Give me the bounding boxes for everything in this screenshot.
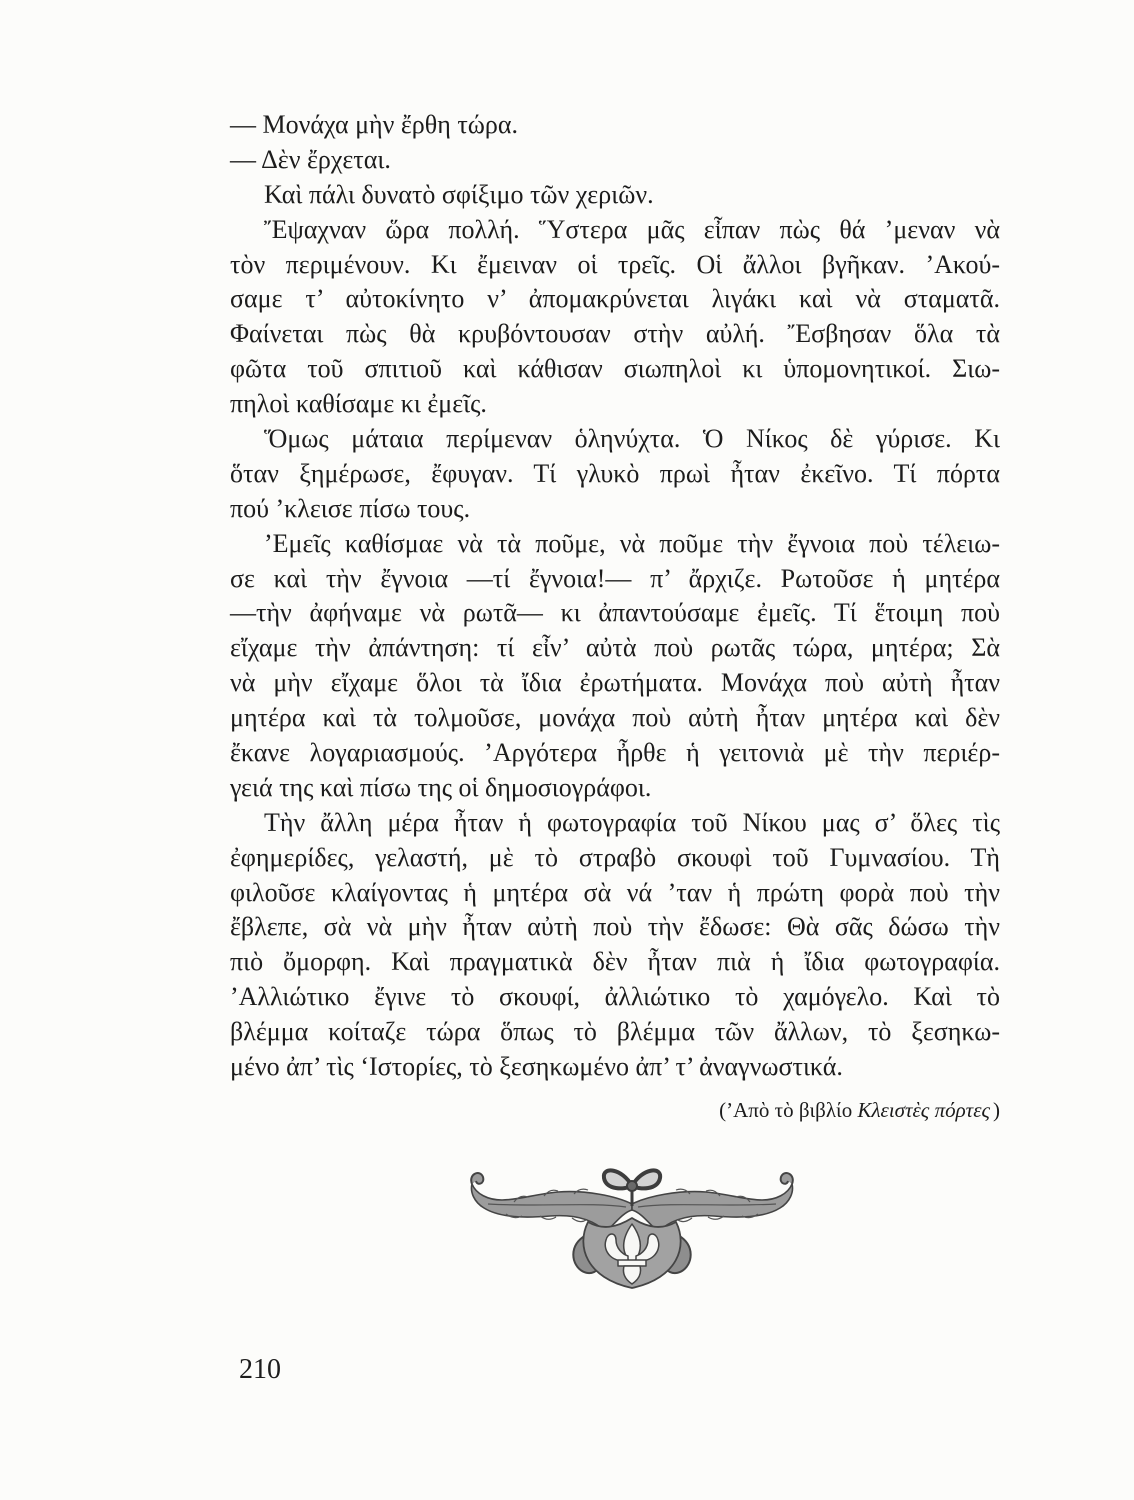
text-line: — Δὲν ἔρχεται. — [230, 144, 391, 174]
page-number: 210 — [239, 1354, 281, 1385]
text-line: πηλοὶ καθίσαμε κι ἐμεῖς. — [230, 389, 487, 419]
right-leaf — [632, 1184, 793, 1232]
attribution-suffix: ) — [993, 1098, 1000, 1122]
source-attribution — [230, 1096, 1000, 1124]
paragraph — [230, 806, 1000, 1085]
paragraph — [230, 213, 1000, 422]
book-title: Κλειστὲς πόρτες — [857, 1098, 990, 1122]
bow-knot — [627, 1181, 637, 1191]
paragraph — [230, 422, 1000, 527]
text-line: —τὴν ἀφήναμε νὰ ρωτᾶ— κι ἀπαντούσαμε ἐμεῖς. Τί ἕτοιμη ποὺ — [230, 598, 1000, 628]
text-line: Ὅμως μάταια περίμεναν ὁληνύχτα. Ὁ Νίκος δὲ γύρισε. Κι — [264, 424, 1000, 454]
text-line: φιλοῦσε κλαίγοντας ἡ μητέρα σὰ νά ’ταν ἡ πρώτη φορὰ ποὺ τὴν — [230, 877, 1000, 907]
text-line: πιὸ ὄμορφη. Καὶ πραγματικὰ δὲν ἦταν πιὰ ἡ ἴδια φωτογραφία. — [230, 947, 1000, 977]
text-line: ἐφημερίδες, γελαστή, μὲ τὸ στραβὸ σκουφὶ τοῦ Γυμνασίου. Τὴ — [230, 842, 1000, 872]
text-line: — Μονάχα μὴν ἔρθη τώρα. — [230, 110, 518, 139]
body-text — [230, 108, 1000, 1085]
text-line: ’Αλλιώτικο ἔγινε τὸ σκουφί, ἀλλιώτικο τὸ χαμόγελο. Καὶ τὸ — [230, 982, 1000, 1012]
attribution-prefix: (’Απὸ τὸ βιβλίο — [719, 1098, 853, 1122]
text-line: ’Εμεῖς καθίσμαε νὰ τὰ ποῦμε, νὰ ποῦμε τὴν ἔγνοια ποὺ τέλειω- — [264, 528, 1000, 558]
text-line: σαμε τ’ αὐτοκίνητο ν’ ἀπομακρύνεται λιγάκι καὶ νὰ σταματᾶ. — [230, 284, 1000, 314]
text-line: ὅταν ξημέρωσε, ἔφυγαν. Τί γλυκὸ πρωὶ ἦταν ἐκεῖνο. Τί πόρτα — [230, 458, 1000, 488]
text-line: μητέρα καὶ τὰ τολμοῦσε, μονάχα ποὺ αὐτὴ ἦταν μητέρα καὶ δὲν — [230, 703, 1000, 733]
dialogue-paragraph — [230, 143, 1000, 178]
text-line: Τὴν ἄλλη μέρα ἦταν ἡ φωτογραφία τοῦ Νίκου μας σ’ ὅλες τὶς — [264, 807, 1000, 837]
text-line: ἔβλεπε, σὰ νὰ μὴν ἦταν αὐτὴ ποὺ τὴν ἔδωσε: Θὰ σᾶς δώσω τὴν — [230, 912, 1000, 942]
text-line: βλέμμα κοίταζε τώρα ὅπως τὸ βλέμμα τῶν ἄλλων, τὸ ξεσηκω- — [230, 1017, 1000, 1047]
text-line: Ἔψαχναν ὥρα πολλή. Ὕστερα μᾶς εἶπαν πὼς θά ’μεναν νὰ — [264, 214, 1000, 244]
fleur-band — [618, 1260, 646, 1266]
text-line: φῶτα τοῦ σπιτιοῦ καὶ κάθισαν σιωπηλοὶ κι ὑπομονητικοί. Σιω- — [230, 354, 1000, 384]
text-line: τὸν περιμένουν. Κι ἔμειναν οἱ τρεῖς. Οἱ ἄλλοι βγῆκαν. ’Ακού- — [230, 249, 1000, 279]
text-line: μένο ἀπ’ τὶς ‘Ιστορίες, τὸ ξεσηκωμένο ἀπ’ τ’ ἀναγνωστικά. — [230, 1052, 843, 1082]
text-line: πού ’κλεισε πίσω τους. — [230, 493, 471, 523]
fleuron-ornament — [466, 1160, 798, 1292]
text-line: ἔκανε λογαριασμούς. ’Αργότερα ἦρθε ἡ γειτονιὰ μὲ τὴν περιέρ- — [230, 738, 1000, 768]
paragraph — [230, 527, 1000, 806]
text-line: εἴχαμε τὴν ἀπάντηση: τί εἶν’ αὐτὰ ποὺ ρωτᾶς τώρα, μητέρα; Σὰ — [230, 633, 1000, 663]
text-line: γειά της καὶ πίσω της οἱ δημοσιογράφοι. — [230, 772, 652, 802]
left-leaf — [472, 1184, 633, 1232]
dialogue-paragraph — [230, 108, 1000, 143]
text-line: σε καὶ τὴν ἔγνοια —τί ἔγνοια!— π’ ἄρχιζε. Ρωτοῦσε ἡ μητέρα — [230, 563, 1000, 593]
left-leaf-tip-curl — [471, 1173, 483, 1184]
right-leaf-tip-curl — [781, 1173, 793, 1184]
paragraph — [230, 178, 1000, 213]
text-line: Καὶ πάλι δυνατὸ σφίξιμο τῶν χεριῶν. — [264, 179, 654, 209]
text-line: νὰ μὴν εἴχαμε ὅλοι τὰ ἴδια ἐρωτήματα. Μονάχα ποὺ αὐτὴ ἦταν — [230, 668, 1000, 698]
text-line: Φαίνεται πὼς θὰ κρυβόντουσαν στὴν αὐλή. Ἔσβησαν ὅλα τὰ — [230, 319, 1000, 349]
